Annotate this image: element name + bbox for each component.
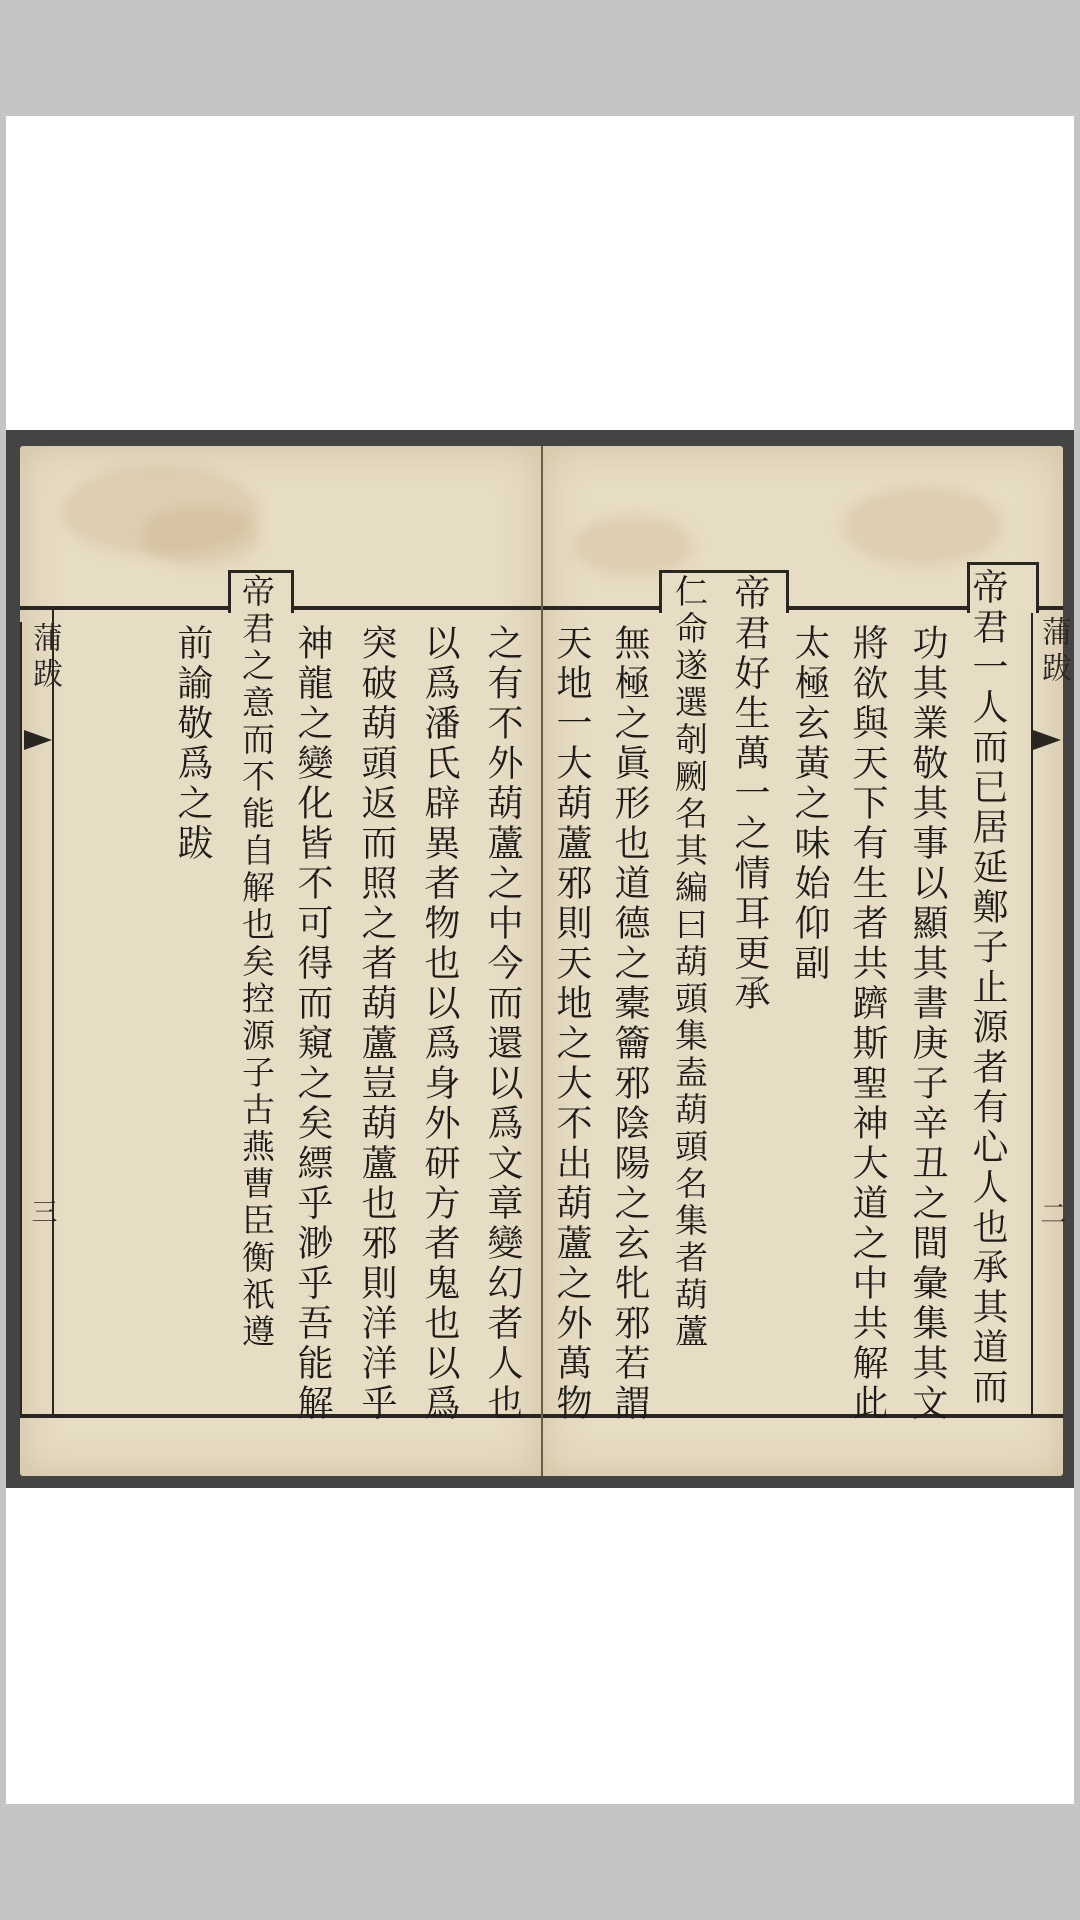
text-column: 帝君一人而已居延鄭子止源者有心人也承其道而 [967, 568, 1008, 1408]
left-page [20, 446, 541, 1476]
margin-title: 蒲跋 [27, 622, 62, 694]
leaf-number: 三 [27, 1198, 57, 1230]
text-column: 帝君之意而不能自解也矣控源子古燕曹臣衡祇遵 [237, 574, 276, 1351]
right-page [543, 446, 1071, 1476]
fishtail-mark [1033, 730, 1061, 750]
text-column: 以爲潘氏辟異者物也以爲身外研方者鬼也以爲 [419, 624, 460, 1424]
text-column: 前諭敬爲之跋 [172, 624, 213, 864]
book-gutter [541, 446, 543, 1476]
text-column: 帝君好生萬一之情耳更承 [729, 574, 770, 1014]
text-column: 仁命遂選剞劂名其編曰葫頭集盍葫頭名集者葫蘆 [670, 574, 709, 1351]
text-column: 無極之眞形也道德之橐籥邪陰陽之玄牝邪若謂 [609, 624, 650, 1424]
leaf-number: 二 [1036, 1200, 1066, 1232]
text-column: 天地一大葫蘆邪則天地之大不出葫蘆之外萬物 [551, 624, 592, 1424]
paper-stain [843, 486, 1003, 566]
text-column: 將欲與天下有生者共躋斯聖神大道之中共解此 [847, 624, 888, 1424]
text-column: 突破葫頭返而照之者葫蘆豈葫蘆也邪則洋洋乎 [356, 624, 397, 1424]
text-column: 之有不外葫蘆之中今而還以爲文章變幻者人也 [482, 624, 523, 1424]
book-scan [6, 430, 1074, 1488]
text-column: 神龍之變化皆不可得而窺之矣縹乎渺乎吾能解 [292, 624, 333, 1424]
paper-stain [573, 516, 693, 576]
text-column: 功其業敬其事以顯其書庚子辛丑之間彙集其文 [907, 624, 948, 1424]
fishtail-mark [24, 730, 52, 750]
margin-title: 蒲跋 [1036, 616, 1071, 688]
text-column: 太極玄黃之味始仰副 [789, 624, 830, 984]
paper-stain [140, 506, 260, 566]
